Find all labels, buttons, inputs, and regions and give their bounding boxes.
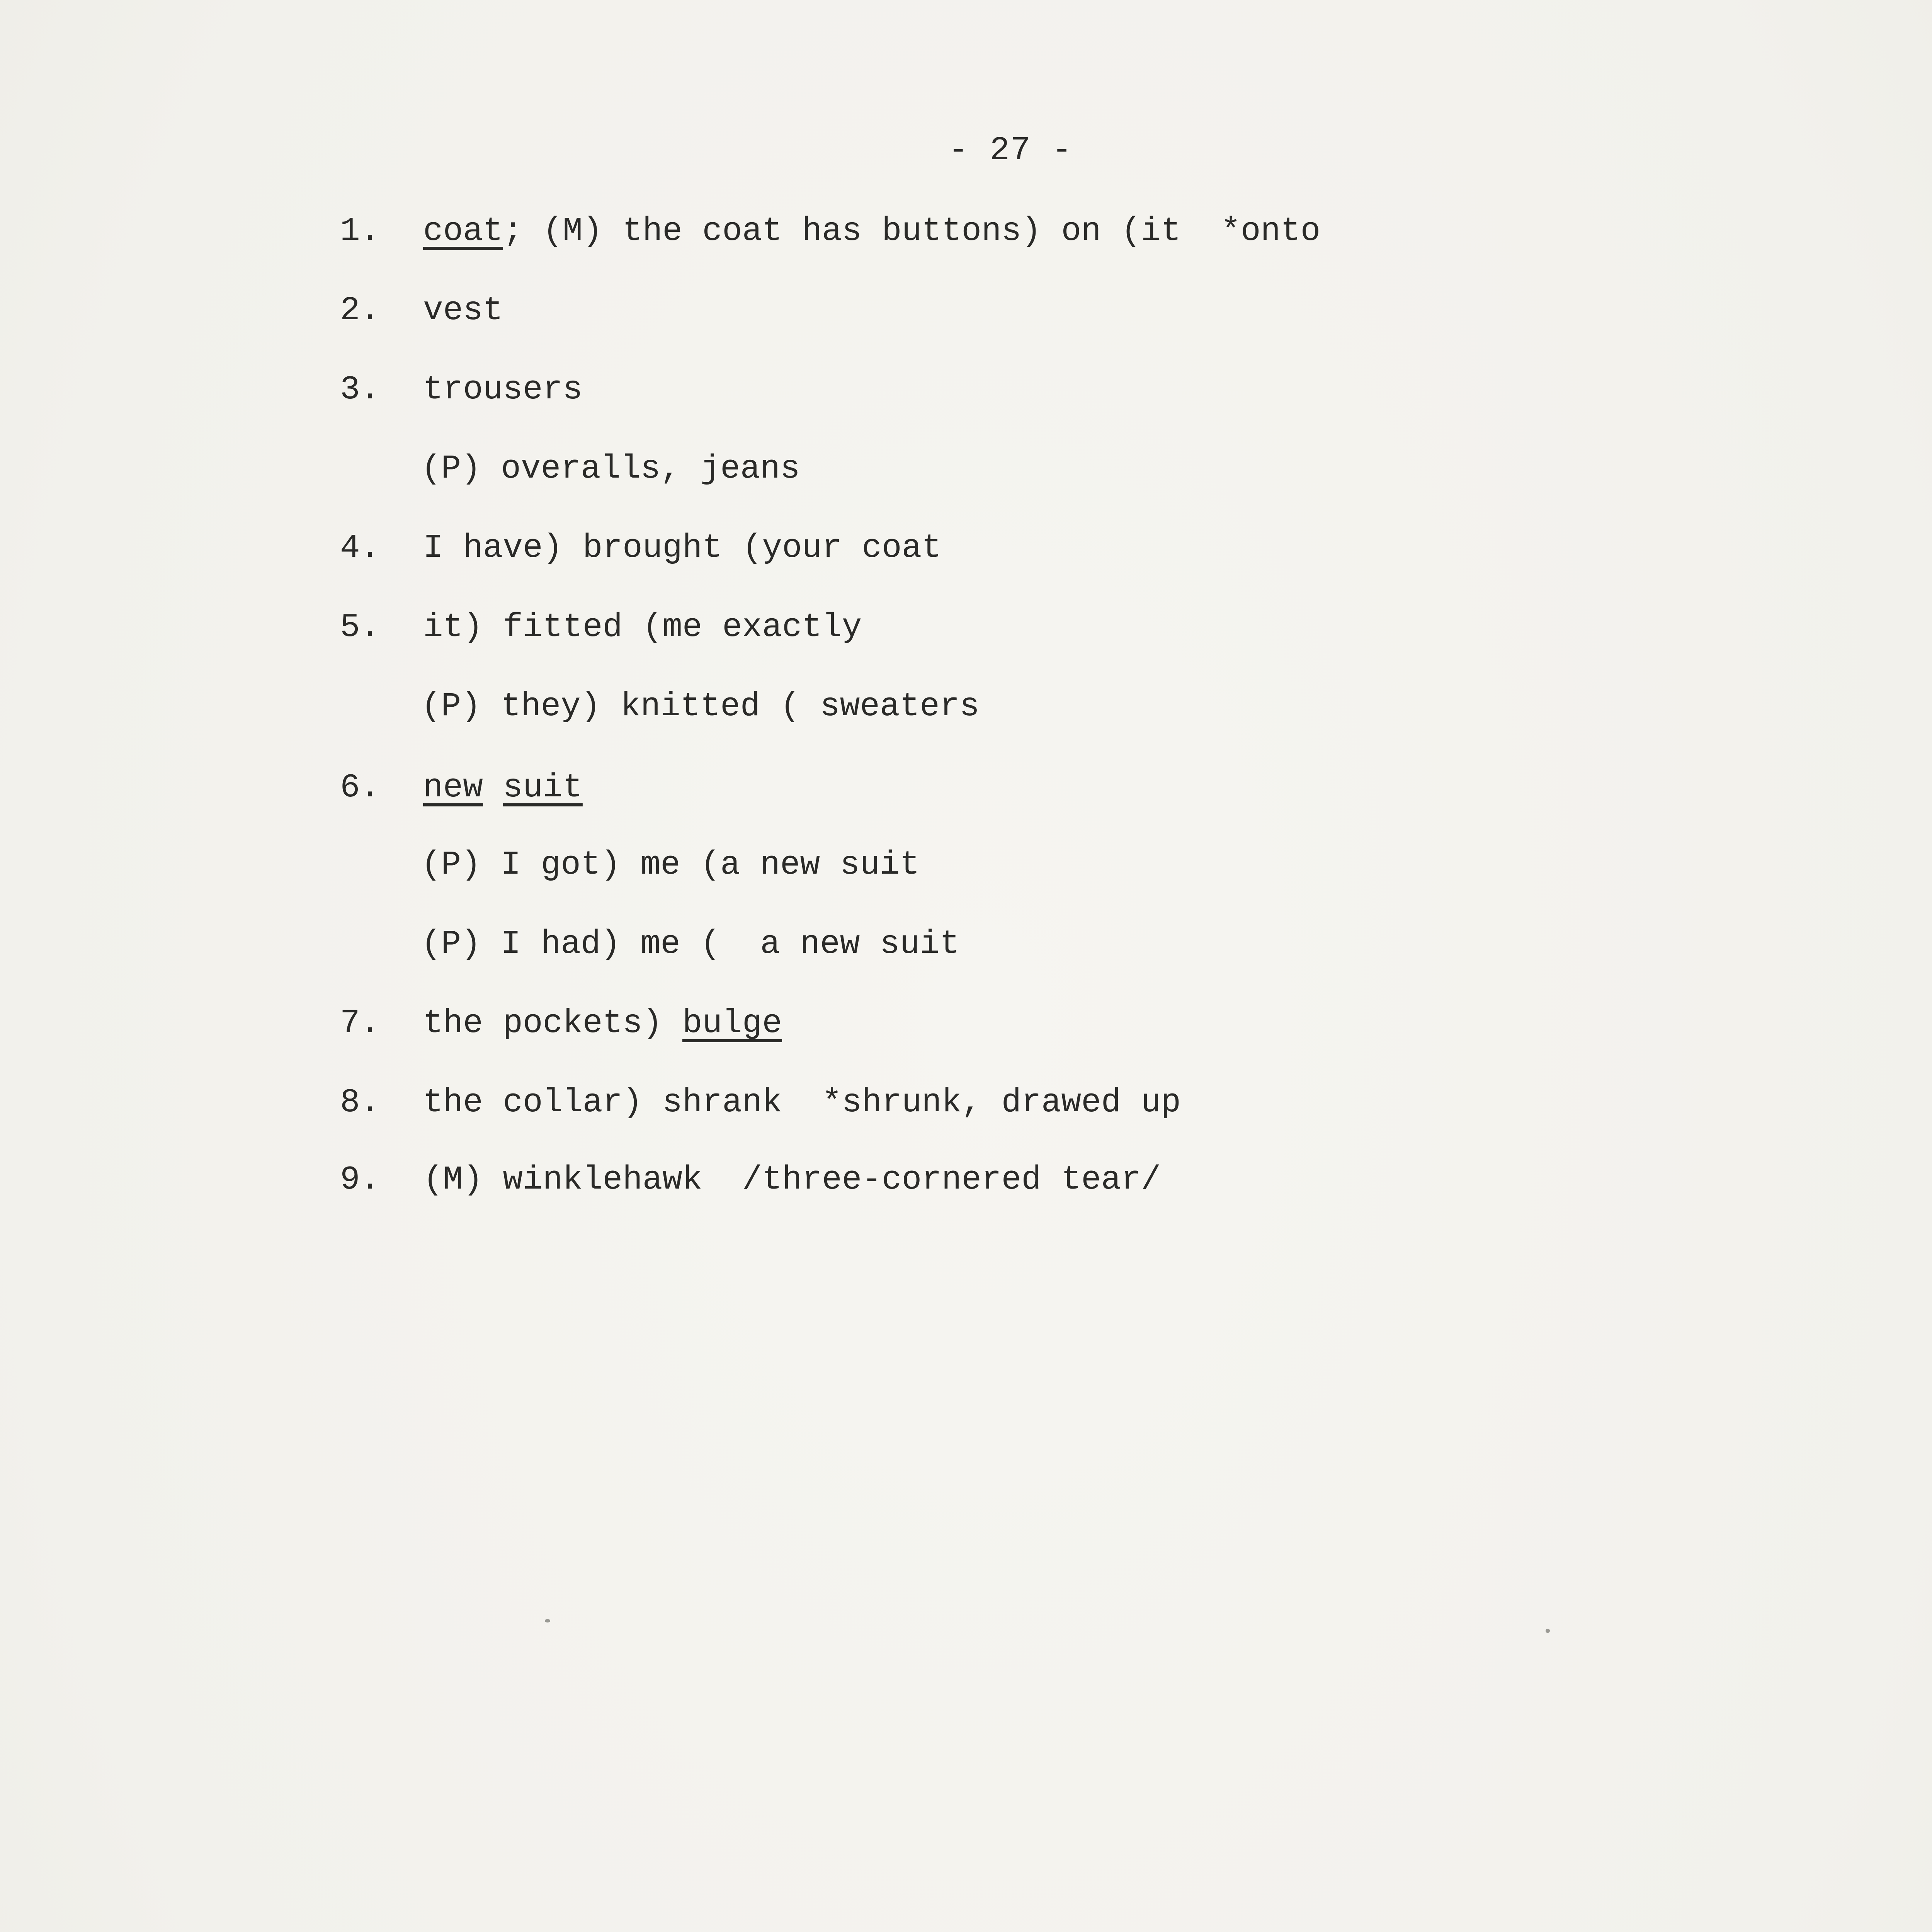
- entry-text: [423, 1083, 1181, 1121]
- entry-number: 9.: [340, 1161, 380, 1199]
- entry-text-segment: (P) I had) me ( a new suit: [421, 925, 960, 963]
- entry-text: [423, 214, 1320, 248]
- paper-speck: [545, 1619, 550, 1622]
- underlined-word: bulge: [682, 1004, 782, 1042]
- entry-number: 1.: [340, 212, 380, 250]
- entry-subline-text: [421, 927, 959, 961]
- entry-text: [423, 1161, 1161, 1199]
- entry-number: 8.: [340, 1083, 380, 1121]
- entry-subline-text: [421, 687, 980, 725]
- entry-number: 4.: [340, 529, 380, 567]
- entry-text-segment: (M) winklehawk /three-cornered tear/: [423, 1161, 1161, 1199]
- entry-number: 7.: [340, 1004, 380, 1042]
- entry-text: [423, 531, 942, 565]
- page-number: - 27 -: [948, 131, 1073, 169]
- entry-text-segment: ; (M) the coat has buttons) on (it *onto: [503, 212, 1321, 250]
- entry-subline-text: [421, 450, 800, 488]
- entry-text: [423, 1004, 782, 1042]
- underlined-word: new: [423, 769, 483, 806]
- entry-text-segment: [483, 769, 503, 806]
- entry-text: [423, 771, 583, 804]
- entry-number: 3.: [340, 371, 380, 408]
- entry-text-segment: the collar) shrank *shrunk, drawed up: [423, 1083, 1181, 1121]
- entry-text: [423, 608, 862, 646]
- entry-subline-text: [421, 846, 920, 884]
- entry-number: 5.: [340, 608, 380, 646]
- entry-text-segment: I have) brought (your coat: [423, 529, 942, 567]
- entry-number: 6.: [340, 769, 380, 806]
- entry-text-segment: (P) they) knitted ( sweaters: [421, 687, 980, 725]
- entry-text-segment: (P) overalls, jeans: [421, 450, 800, 488]
- paper-speck: [1546, 1629, 1550, 1633]
- entry-text-segment: the pockets): [423, 1004, 682, 1042]
- entry-text-segment: it) fitted (me exactly: [423, 608, 862, 646]
- underlined-word: suit: [503, 769, 583, 806]
- entry-text-segment: (P) I got) me (a new suit: [421, 846, 920, 884]
- entry-text: [423, 373, 583, 406]
- entry-text: [423, 291, 503, 329]
- underlined-word: coat: [423, 212, 503, 250]
- entry-text-segment: vest: [423, 291, 503, 329]
- entry-text-segment: trousers: [423, 371, 583, 408]
- entry-number: 2.: [340, 291, 380, 329]
